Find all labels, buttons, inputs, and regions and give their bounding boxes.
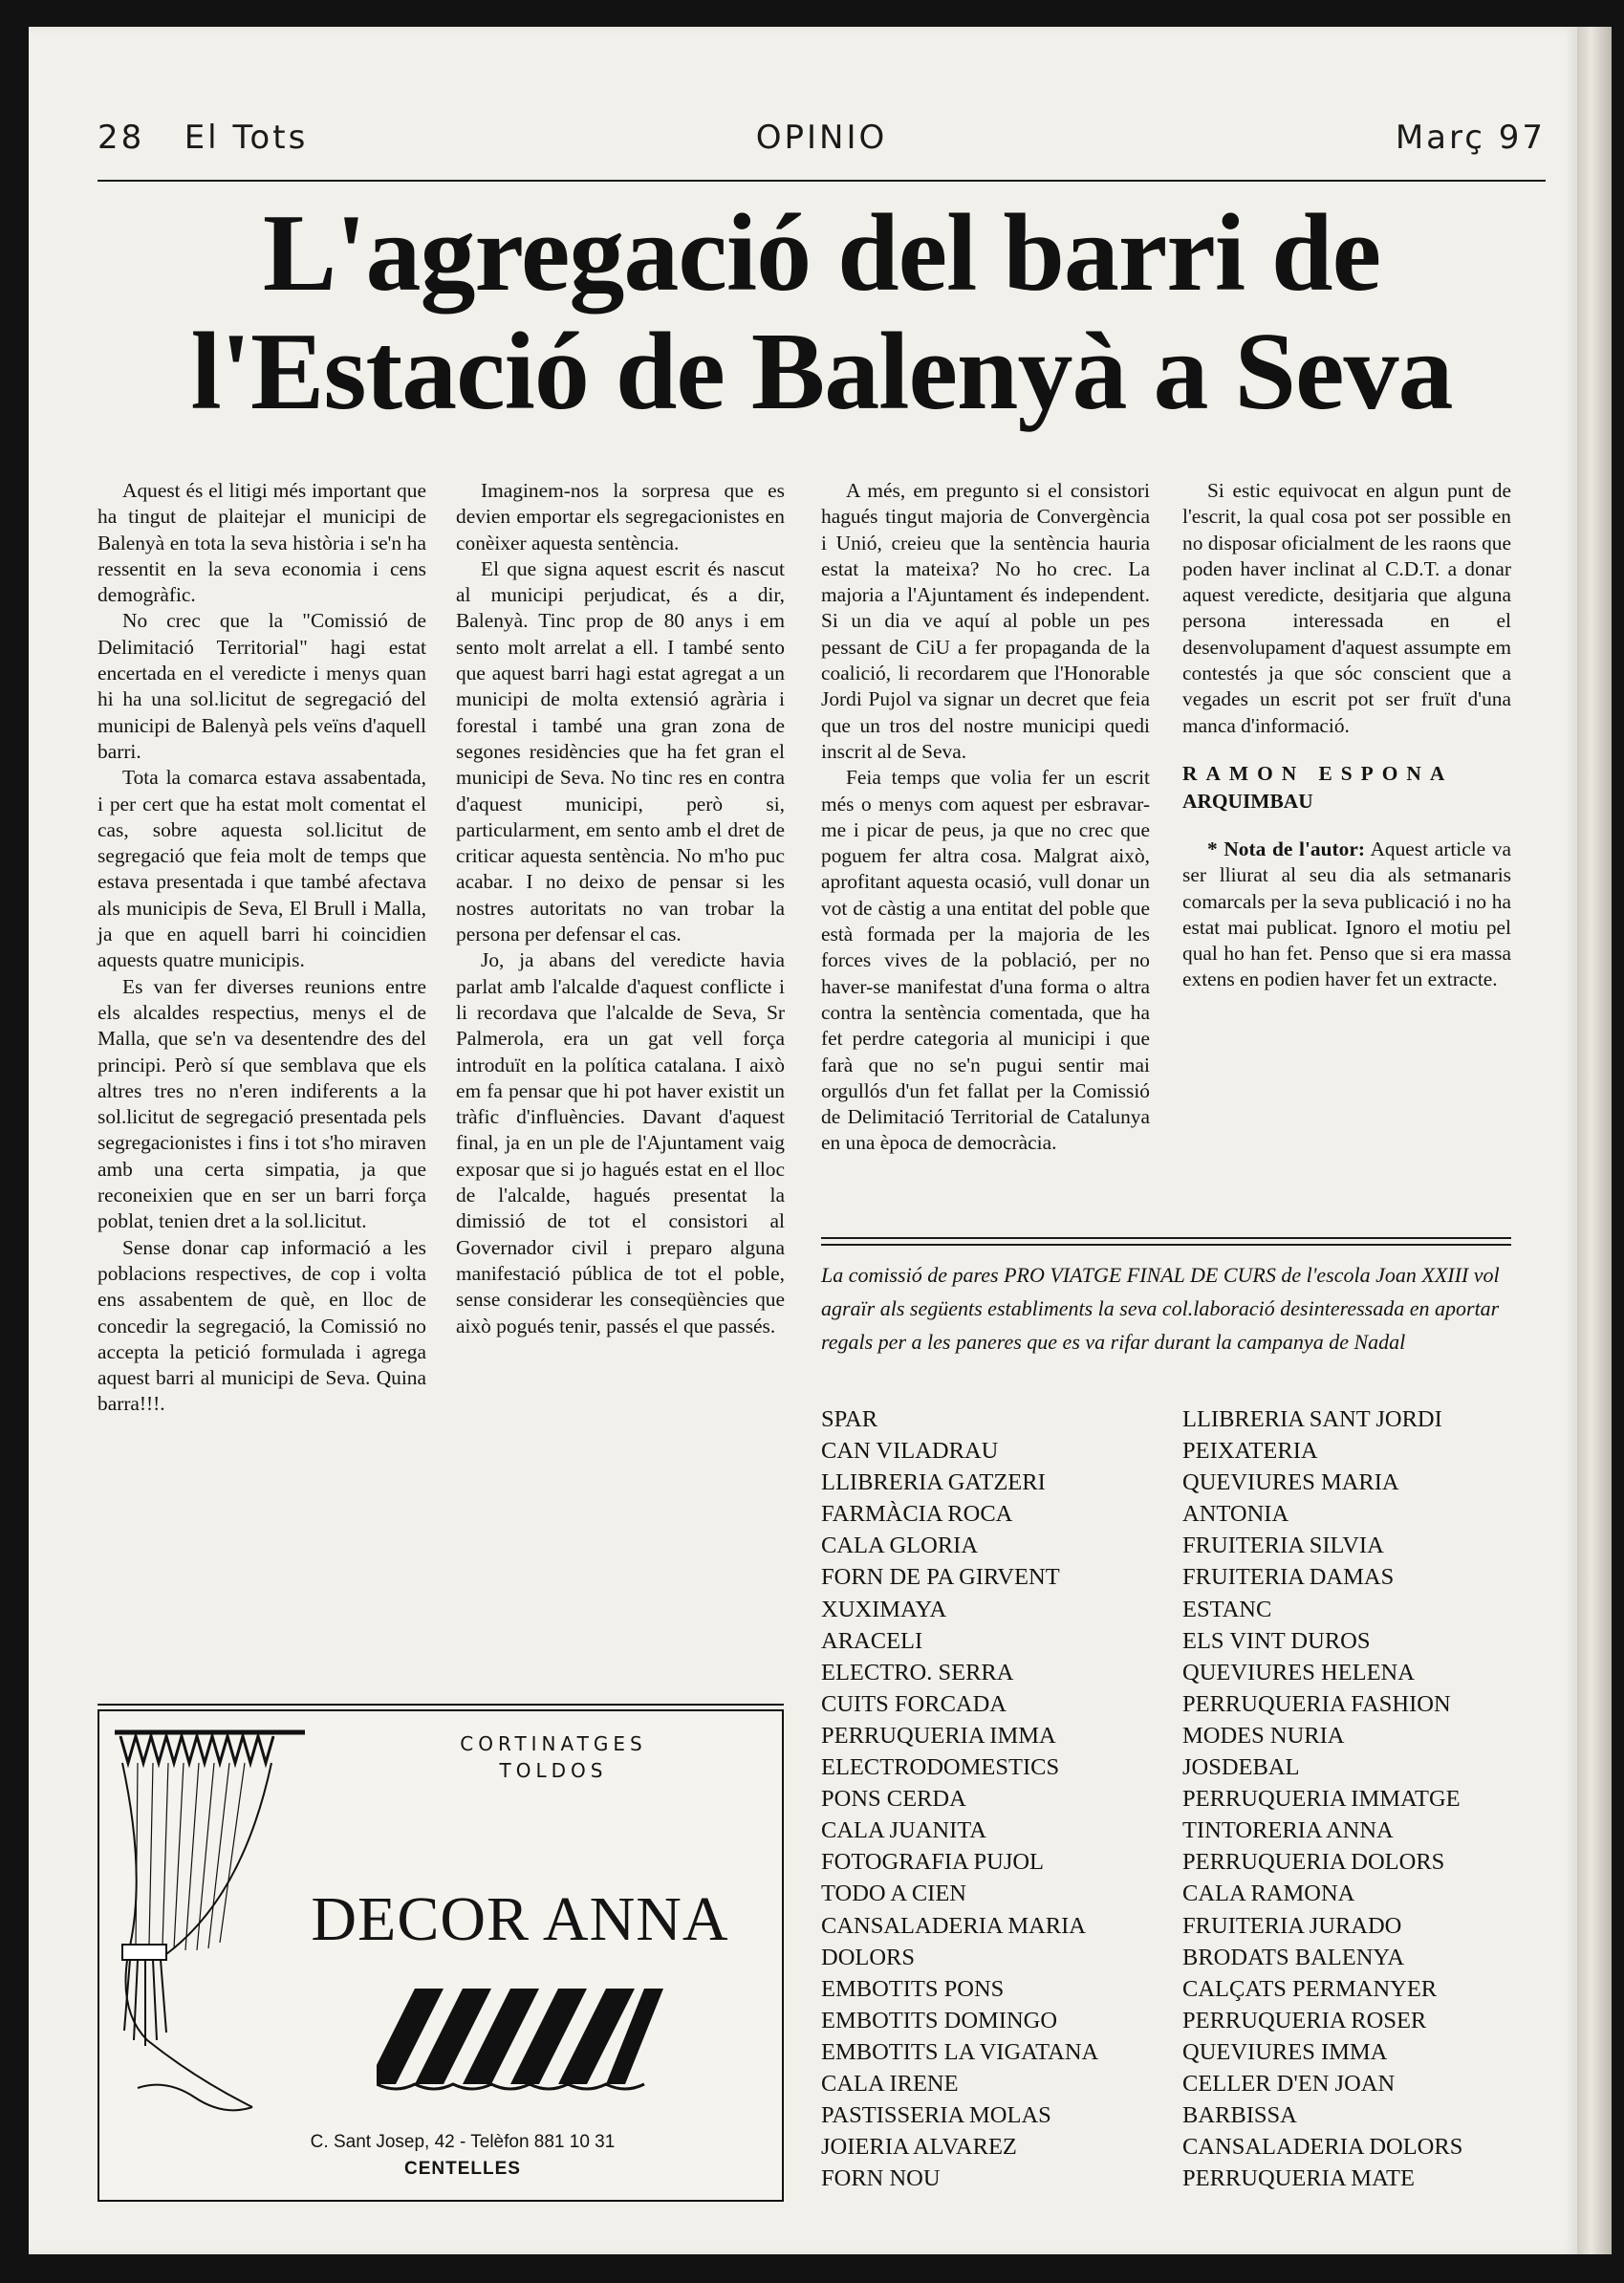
article-paragraph: Si estic equivocat en algun punt de l'escrit, la qual cosa pot ser possible en no disposar oficialment de les raons que poden haver inclinat al C.D.T. a donar aquest veredicte, desitjaria que alguna persona interessada en el desenvolupament d'aquest assumpte em contestés ja que sóc conscient que a vegades un escrit pot ser fruït d'una manca d'informació. xyxy=(1182,479,1511,737)
ad-kicker-curtains: CORTINATGES xyxy=(460,1732,647,1755)
author-note-label: * Nota de l'autor: xyxy=(1207,837,1365,860)
article-paragraph: Aquest és el litigi més important que ha tingut de plaitejar el municipi de Balenyà en tota la seva història i se'n ha ressentit en la seva economia i cens demogràfic. xyxy=(97,479,426,607)
sponsor-item: LLIBRERIA SANT JORDI xyxy=(1182,1406,1442,1432)
thanks-notice: La comissió de pares PRO VIATGE FINAL DE CURS de l'escola Joan XXIII vol agraïr als següents establiments la seva col.laboració desinteressada en aportar regals per a les paneres que es va rifar durant la campanya de Nadal xyxy=(821,1263,1500,1354)
header-rule xyxy=(97,180,1546,182)
author-signature xyxy=(1182,760,1511,815)
sponsor-item: CANSALADERIA DOLORS xyxy=(1182,2134,1463,2161)
sponsor-item: BRODATS BALENYA xyxy=(1182,1944,1405,1970)
sponsor-item: PERRUQUERIA MATE xyxy=(1182,2165,1415,2192)
sponsor-item: ELECTRO. SERRA xyxy=(821,1659,1014,1685)
sponsor-item: ELS VINT DUROS xyxy=(1182,1627,1371,1654)
next-page-edge xyxy=(1577,27,1612,2254)
article-column-1 xyxy=(97,478,426,1418)
author-note-text: Aquest article va ser lliurat al seu dia als setmanaris comarcals per la seva publicació i no ha estat mai publicat. Ignoro el motiu pel qual ho han fet. Penso que si era massa extens en podien haver fet un extracte. xyxy=(1182,837,1511,991)
sponsor-item: QUEVIURES HELENA xyxy=(1182,1659,1415,1685)
sponsor-item: CALA GLORIA xyxy=(821,1533,979,1559)
sponsor-item: JOIERIA ALVAREZ xyxy=(821,2134,1017,2161)
sponsor-item: ESTANC xyxy=(1182,1596,1272,1622)
sponsor-item: XUXIMAYA xyxy=(821,1596,947,1622)
decor-anna-advert xyxy=(97,1709,784,2202)
sponsor-item: PERRUQUERIA IMMA xyxy=(821,1722,1056,1749)
author-last-name: ARQUIMBAU xyxy=(1182,789,1313,813)
sponsor-item: PERRUQUERIA DOLORS xyxy=(1182,1849,1445,1876)
sponsor-item: CUITS FORCADA xyxy=(821,1690,1007,1717)
sponsor-item: CALA RAMONA xyxy=(1182,1881,1355,1907)
ad-kicker-awnings: TOLDOS xyxy=(499,1759,608,1782)
sponsor-item: CALA IRENE xyxy=(821,2070,959,2097)
article-paragraph: Sense donar cap informació a les poblacions respectives, de cop i volta ens assabentem de què, en lloc de concedir la segregació, la Comissió no accepta la petició formulada i agrega aquest barri al municipi de Seva. Quina barra!!!. xyxy=(97,1235,426,1416)
sponsor-item: CALÇATS PERMANYER xyxy=(1182,1975,1438,2002)
publication-name: El Tots xyxy=(184,119,309,157)
sponsor-item: CALA JUANITA xyxy=(821,1817,986,1844)
sponsor-item: FORN DE PA GIRVENT xyxy=(821,1564,1060,1591)
sponsor-item: ARACELI xyxy=(821,1627,923,1654)
sponsor-item: CELLER D'EN JOAN xyxy=(1182,2070,1396,2097)
sponsor-item: LLIBRERIA GATZERI xyxy=(821,1469,1046,1496)
sponsor-item: PERRUQUERIA FASHION xyxy=(1182,1690,1451,1717)
page-inner xyxy=(97,27,1546,2254)
article-paragraph: A més, em pregunto si el consistori hagués tingut majoria de Convergència i Unió, creieu que la sentència hauria estat la mateixa? No ho crec. La majoria a l'Ajuntament és independent. Si un dia ve aquí al poble un pes pessant de CiU a fer propaganda de la coalició, li recordarem que l'Honorable Jordi Pujol va signar un decret que feia que un tros del nostre municipi quedi inscrit al de Seva. xyxy=(821,479,1150,763)
sponsor-item: PERRUQUERIA ROSER xyxy=(1182,2007,1427,2033)
sponsor-item: EMBOTITS DOMINGO xyxy=(821,2007,1058,2033)
article-column-2 xyxy=(456,478,785,1339)
sponsor-item: SPAR xyxy=(821,1406,878,1432)
ad-top-rule xyxy=(97,1704,784,1706)
ad-town: CENTELLES xyxy=(404,2159,521,2179)
sponsor-item: JOSDEBAL xyxy=(1182,1754,1300,1781)
sponsor-item: FRUITERIA SILVIA xyxy=(1182,1533,1384,1559)
headline-line-2: l'Estació de Balenyà a Seva xyxy=(190,311,1453,433)
article-paragraph: Jo, ja abans del veredicte havia parlat amb l'alcalde d'aquest conflicte i li recordava que l'alcalde de Seva, Sr Palmerola, era un gat vell força introduït en la política catalana. I això em fa pensar que hi pot haver existit un tràfic d'influències. Davant d'aquest final, ja en un ple de l'Ajuntament vaig exposar que si jo hagués estat en el lloc de l'alcalde, hagués presentat la dimissió de tot el consistori al Governador civil i preparo alguna manifestació pública de tot el poble, sense considerar les conseqüències que això pogués tenir, passés el que passés. xyxy=(456,948,785,1337)
sponsor-item: EMBOTITS PONS xyxy=(821,1975,1005,2002)
sponsor-item: ANTONIA xyxy=(1182,1501,1289,1528)
sponsor-item: PASTISSERIA MOLAS xyxy=(821,2102,1051,2129)
section-name: OPINIO xyxy=(755,119,888,157)
sponsor-item: DOLORS xyxy=(821,1944,916,1970)
sponsor-item: PONS CERDA xyxy=(821,1786,966,1813)
article-column-3 xyxy=(821,478,1150,1157)
author-first-name: RAMON ESPONA xyxy=(1182,761,1454,785)
sponsor-item: PEIXATERIA xyxy=(1182,1438,1318,1465)
sponsor-item: CANSALADERIA MARIA xyxy=(821,1912,1087,1939)
headline-line-1: L'agregació del barri de xyxy=(262,192,1381,315)
awning-illustration xyxy=(377,1979,663,2094)
page-content xyxy=(29,27,1577,2254)
sponsor-item: PERRUQUERIA IMMATGE xyxy=(1182,1786,1461,1813)
sponsor-item: QUEVIURES IMMA xyxy=(1182,2038,1388,2065)
sponsor-item: BARBISSA xyxy=(1182,2102,1297,2129)
sponsor-item: FARMÀCIA ROCA xyxy=(821,1501,1013,1528)
sponsor-item: FORN NOU xyxy=(821,2165,941,2192)
sponsor-item: ELECTRODOMESTICS xyxy=(821,1754,1060,1781)
ad-brand-name: DECOR ANNA xyxy=(311,1884,729,1954)
ad-address: C. Sant Josep, 42 - Telèfon 881 10 31 xyxy=(310,2132,616,2152)
sponsor-item: FRUITERIA JURADO xyxy=(1182,1912,1402,1939)
sponsor-item: CAN VILADRAU xyxy=(821,1438,999,1465)
article-paragraph: No crec que la "Comissió de Delimitació Territorial" hagi estat encertada en el veredicte i menys quan hi ha una sol.licitut de segregació del municipi de Balenyà pels veïns d'aquell barri. xyxy=(97,609,426,763)
author-note xyxy=(1182,837,1511,993)
article-paragraph: Imaginem-nos la sorpresa que es devien emportar els segregacionistes en conèixer aquesta sentència. xyxy=(456,479,785,554)
notice-top-rule xyxy=(821,1237,1511,1246)
sponsor-item: QUEVIURES MARIA xyxy=(1182,1469,1399,1496)
article-column-4 xyxy=(1182,478,1511,993)
sponsor-item: MODES NURIA xyxy=(1182,1722,1345,1749)
article-paragraph: Es van fer diverses reunions entre els alcaldes respectius, menys el de Malla, que se'n va desentendre des del principi. Però sí que semblava que els altres tres no n'eren indiferents a la sol.licitut de segregació presentada pels segregacionistes i fins i tot s'ho miraven amb una certa simpatia, ja que reconeixien que en ser un barri força poblat, tenien dret a la sol.licitut. xyxy=(97,974,426,1233)
article-headline xyxy=(97,194,1546,431)
article-paragraph: Tota la comarca estava assabentada, i per cert que ha estat molt comentat el cas, sobre aquesta sol.licitut de segregació que feia molt de temps que estava presentada i que també afectava als municipis de Seva, El Brull i Malla, ja que en aquell barri hi coincidien aquests quatre municipis. xyxy=(97,766,426,972)
sponsor-item: FOTOGRAFIA PUJOL xyxy=(821,1849,1045,1876)
sponsor-list-left xyxy=(821,1403,1175,2194)
sponsor-list-right xyxy=(1182,1403,1536,2194)
issue-date: Març 97 xyxy=(1395,119,1546,157)
sponsor-item: FRUITERIA DAMAS xyxy=(1182,1564,1395,1591)
page-number: 28 xyxy=(97,119,145,157)
running-header xyxy=(97,109,1546,170)
article-paragraph: El que signa aquest escrit és nascut al municipi perjudicat, és a dir, Balenyà. Tinc prop de 80 anys i em sento molt arrelat a ell. I també sento que aquest barri hagi estat agregat a un municipi de molta extensió agrària i forestal i també una gran zona de segones residències que ha fet gran el municipi de Seva. No tinc res en contra d'aquest municipi, però si, particularment, em sento amb el dret de criticar aquesta sentència. No m'ho puc acabar. I no deixo de pensar si les nostres autoritats no van trobar la persona per defensar el cas. xyxy=(456,556,785,946)
article-paragraph: Feia temps que volia fer un escrit més o menys com aquest per esbravar-me i picar de peus, ja que no crec que poguem fer altra cosa. Malgrat això, aprofitant aquesta ocasió, vull donar un vot de càstig a una entitat del poble que està formada per la majoria de les forces vives de la població, per no haver-se manifestat d'una forma o altra contra la sentència comentada, que ha fet perdre categoria al municipi i que farà que no se'n pugui sentir mai orgullós d'un fet fallat per la Comissió de Delimitació Territorial de Catalunya en una època de democràcia. xyxy=(821,766,1150,1155)
sponsor-item: TINTORERIA ANNA xyxy=(1182,1817,1394,1844)
sponsor-item: EMBOTITS LA VIGATANA xyxy=(821,2038,1099,2065)
sponsor-item: TODO A CIEN xyxy=(821,1881,967,1907)
